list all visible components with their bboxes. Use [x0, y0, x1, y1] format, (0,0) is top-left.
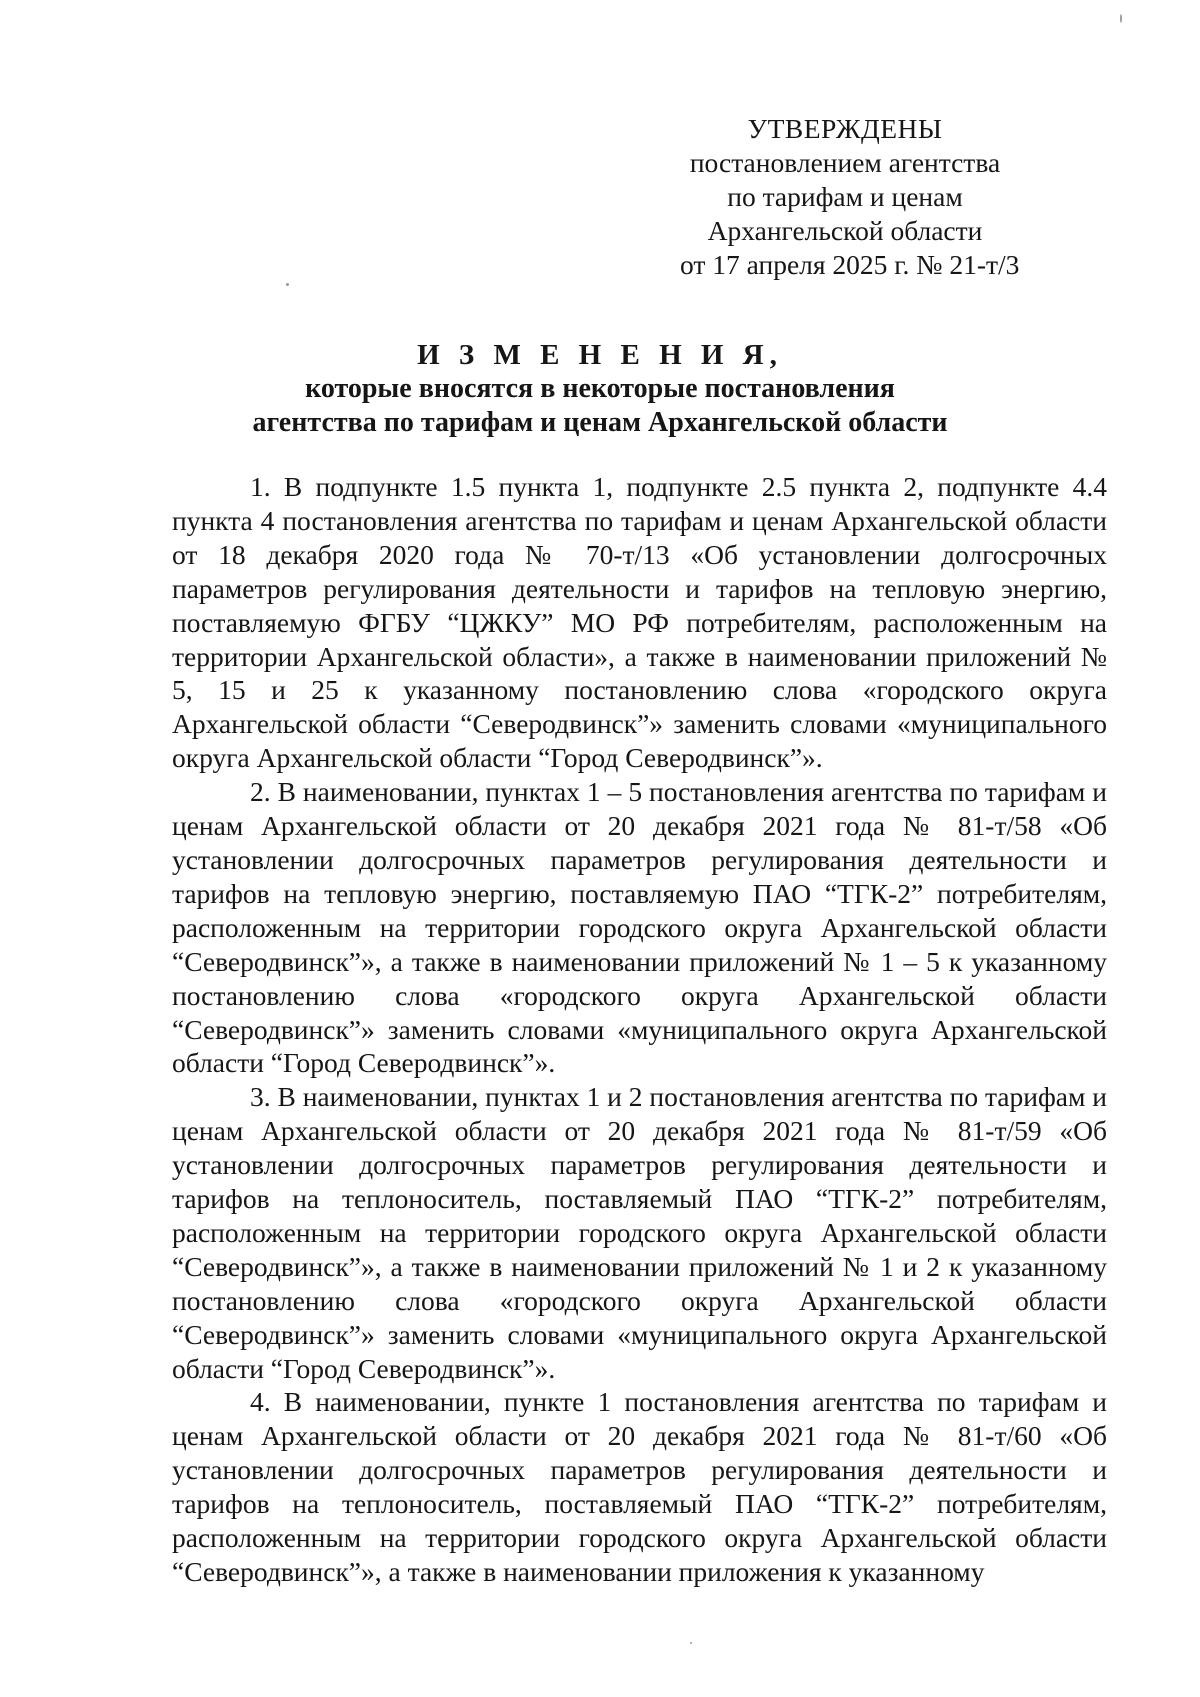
- approval-stamp: [680, 112, 1020, 282]
- scan-speck: [286, 283, 289, 286]
- approval-line: постановлением агентства: [689, 147, 1001, 178]
- paragraph: 4. В наименовании, пункте 1 постановления агентства по тарифам и ценам Архангельской области от 20 декабря 2021 года № 81-т/60 «Об установлении долгосрочных параметров регулирования деятельности и тарифов на теплоноситель, поставляемый ПАО “ТГК-2” потребителям, расположенным на территории городского округа Архангельской области “Северодвинск”», а также в наименовании приложения к указанному: [172, 1386, 1107, 1587]
- paragraph: 3. В наименовании, пунктах 1 и 2 постановления агентства по тарифам и ценам Архангельской области от 20 декабря 2021 года № 81-т/59 «Об установлении долгосрочных параметров регулирования деятельности и тарифов на теплоноситель, поставляемый ПАО “ТГК-2” потребителям, расположенным на территории городского округа Архангельской области “Северодвинск”», а также в наименовании приложений № 1 и 2 к указанному постановлению слова «городского округа Архангельской области “Северодвинск”» заменить словами «муниципального округа Архангельской области “Город Северодвинск”».: [172, 1081, 1107, 1384]
- approval-line: по тарифам и ценам: [727, 181, 963, 212]
- approval-line: Архангельской области: [707, 215, 983, 246]
- paragraph: 1. В подпункте 1.5 пункта 1, подпункте 2.5 пункта 2, подпункте 4.4 пункта 4 постановления агентства по тарифам и ценам Архангельской области от 18 декабря 2020 года № 70-т/13 «Об установлении долгосрочных параметров регулирования деятельности и тарифов на тепловую энергию, поставляемую ФГБУ “ЦЖКУ” МО РФ потребителям, расположенным на территории Архангельской области», а также в наименовании приложений № 5, 15 и 25 к указанному постановлению слова «городского округа Архангельской области “Северодвинск”» заменить словами «муниципального округа Архангельской области “Город Северодвинск”».: [172, 471, 1107, 774]
- document-heading: [150, 338, 1050, 440]
- document-subtitle: агентства по тарифам и ценам Архангельской области: [252, 407, 948, 438]
- scan-speck: [690, 1642, 692, 1644]
- paragraph: 2. В наименовании, пунктах 1 – 5 постановления агентства по тарифам и ценам Архангельской области от 20 декабря 2021 года № 81-т/58 «Об установлении долгосрочных параметров регулирования деятельности и тарифов на тепловую энергию, поставляемую ПАО “ТГК-2” потребителям, расположенным на территории городского округа Архангельской области “Северодвинск”», а также в наименовании приложений № 1 – 5 к указанному постановлению слова «городского округа Архангельской области “Северодвинск”» заменить словами «муниципального округа Архангельской области “Город Северодвинск”».: [172, 776, 1107, 1079]
- document-title: И З М Е Н Е Н И Я,: [417, 339, 783, 371]
- approval-line: УТВЕРЖДЕНЫ: [747, 113, 943, 144]
- approval-line: от 17 апреля 2025 г. № 21-т/3: [680, 249, 1020, 280]
- document-body: [172, 470, 1107, 1589]
- scan-speck: [1120, 14, 1122, 23]
- document-subtitle: которые вносятся в некоторые постановления: [305, 373, 895, 404]
